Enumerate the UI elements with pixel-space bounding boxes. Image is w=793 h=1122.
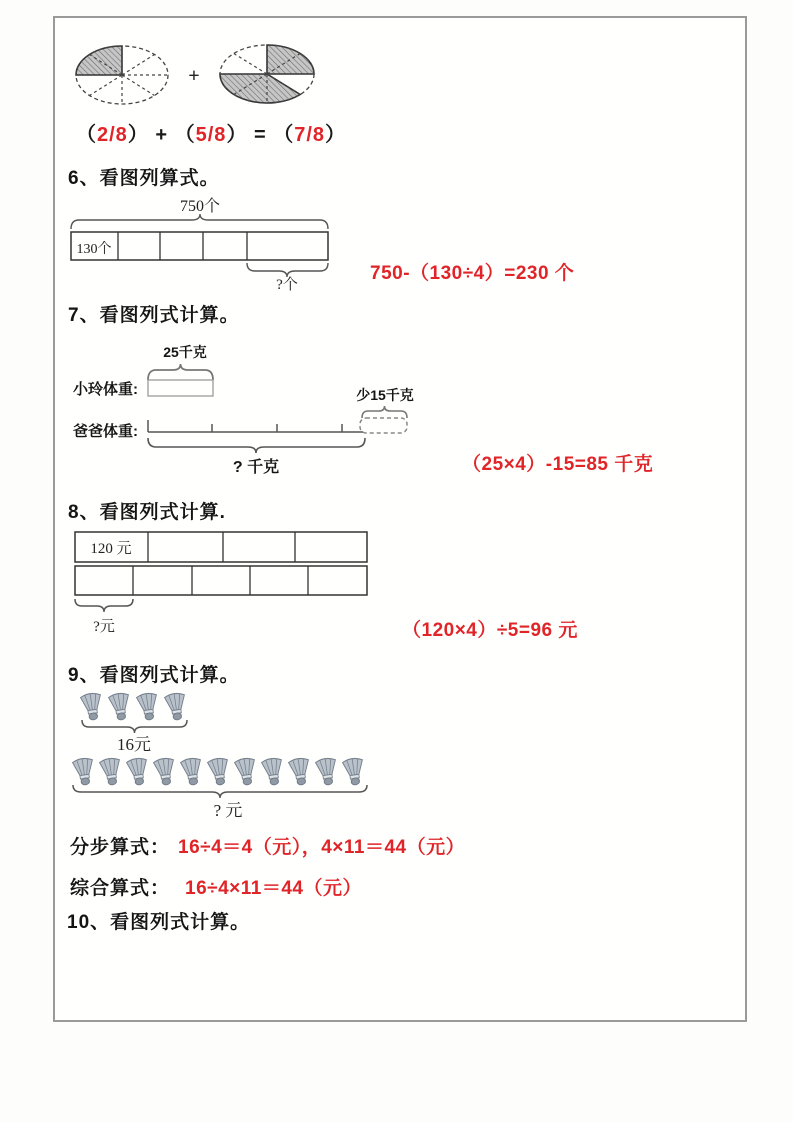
paren: ） <box>127 124 149 146</box>
question-label: ?个 <box>276 277 298 291</box>
step-label: 分步算式： <box>70 837 171 858</box>
problem-8-title: 8、看图列式计算. <box>68 502 226 523</box>
pie-fraction-figure <box>65 40 325 114</box>
shuttlecock-icon <box>207 757 230 786</box>
brace-group <box>82 720 187 733</box>
dad-bar <box>148 420 363 432</box>
paren: （ <box>174 124 196 146</box>
shuttlecock-icon <box>315 757 338 786</box>
problem-9-title: 9、看图列式计算。 <box>68 665 240 686</box>
problem-7-title: 7、看图列式计算。 <box>68 305 240 326</box>
shuttlecock-icon <box>136 692 159 721</box>
weight-diagram-7 <box>65 340 425 478</box>
money-diagram-8 <box>70 528 372 642</box>
step-equation-line <box>70 832 465 859</box>
bottom-bar-dividers <box>133 566 308 595</box>
step-answer: 16÷4＝4（元），4×11＝44（元） <box>178 837 466 858</box>
problem-6-title: 6、看图列算式。 <box>68 168 220 189</box>
fraction-3: 7/8 <box>294 124 326 146</box>
xiaoling-box <box>148 380 213 396</box>
shuttlecock-icon <box>72 757 95 786</box>
brace-question <box>148 438 365 453</box>
question-label: ?元 <box>93 619 115 635</box>
combined-label: 综合算式： <box>70 878 171 899</box>
dad-label: 爸爸体重: <box>73 423 138 440</box>
less-15kg-label: 少15千克 <box>356 387 414 403</box>
bar-dividers <box>118 232 247 260</box>
question-label: ? 元 <box>213 801 243 820</box>
plus-sign: + <box>155 124 169 146</box>
fraction-1: 2/8 <box>97 124 128 146</box>
paren: （ <box>273 124 295 146</box>
combined-answer: 16÷4×11＝44（元） <box>185 878 362 899</box>
question-label: ? 千克 <box>232 459 280 476</box>
dashed-less-box <box>360 418 407 433</box>
problem-10-title: 10、看图列式计算。 <box>67 912 251 933</box>
brace-question <box>73 785 367 798</box>
fraction-2: 5/8 <box>195 124 227 146</box>
fraction-equation <box>76 118 346 147</box>
shuttlecock-icon <box>80 692 103 721</box>
shuttlecock-icon <box>153 757 176 786</box>
unit-label: 25千克 <box>163 344 207 360</box>
answer-8: （120×4）÷5=96 元 <box>402 620 578 641</box>
pie-chart-right <box>220 45 314 103</box>
paren: ） <box>226 124 248 146</box>
total-label: 750个 <box>179 198 221 215</box>
paren: （ <box>76 124 97 146</box>
brace-question <box>75 599 133 612</box>
bottom-bar-outline <box>75 566 367 595</box>
brace-top <box>71 214 328 229</box>
plus-sign: + <box>188 65 200 87</box>
shuttlecock-diagram-9 <box>65 690 385 820</box>
equals-sign: = <box>254 124 267 146</box>
paren: ） <box>325 124 347 146</box>
shuttlecock-icon <box>164 692 187 721</box>
answer-6: 750-（130÷4）=230 个 <box>370 263 575 284</box>
shuttlecock-icon <box>126 757 149 786</box>
brace-question <box>247 263 328 277</box>
brace-less <box>362 406 407 418</box>
answer-7: （25×4）-15=85 千克 <box>462 454 654 475</box>
combined-equation-line <box>70 873 362 900</box>
shuttlecock-icon <box>99 757 122 786</box>
shuttlecock-icon <box>234 757 257 786</box>
shuttlecock-icon <box>342 757 365 786</box>
top-bar-dividers <box>148 532 295 562</box>
shuttlecock-icon <box>288 757 311 786</box>
shuttlecock-icon <box>261 757 284 786</box>
group-price-label: 16元 <box>117 735 151 754</box>
shuttlecock-icon <box>180 757 203 786</box>
first-cell-label: 130个 <box>76 242 112 257</box>
pie-chart-left <box>76 46 168 104</box>
bar-diagram-6 <box>65 195 345 291</box>
shuttlecock-row-2 <box>72 757 365 786</box>
shuttlecock-row-1 <box>80 692 187 721</box>
first-cell-label: 120 元 <box>90 541 132 557</box>
brace-25kg <box>148 364 213 380</box>
shuttlecock-icon <box>108 692 131 721</box>
xiaoling-label: 小玲体重: <box>73 381 138 398</box>
